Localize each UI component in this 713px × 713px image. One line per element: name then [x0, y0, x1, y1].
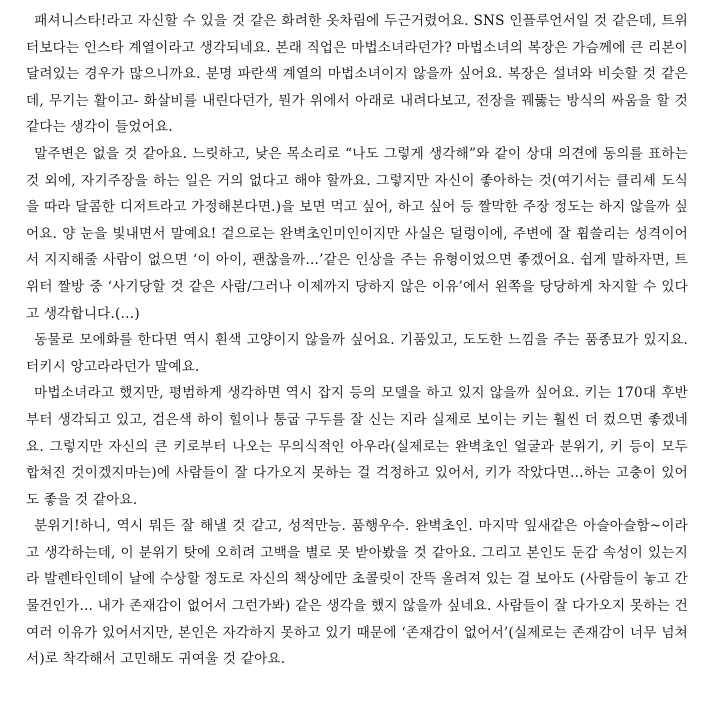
- paragraph-animal: 동물로 모에화를 한다면 역시 흰색 고양이지 않을까 싶어요. 기품있고, 도도한 느낌을 주는 품종묘가 있지요. 터키시 앙고라라던가 말예요.: [26, 332, 688, 375]
- paragraph-model: 마법소녀라고 했지만, 평범하게 생각하면 역시 잡지 등의 모델을 하고 있지 않을까 싶어요. 키는 170대 후반부터 생각되고 있고, 검은색 하이 힐이나 통굽 구두를 잘 신는 지라 실제로 보이는 키는 훨씬 더 컸으면 좋겠네요. 그렇지만 자신의 큰 키로부터 나오는 무의식적인 아우라(실제로는 완벽초인 얼굴과 분위기, 키 등이 모두 합쳐진 것이겠지마는)에 사람들이 잘 다가오지 못하는 걸 걱정하고 있어서, 키가 작았다면…하는 고충이 있어도 좋을 것 같아요.: [26, 385, 688, 508]
- paragraph-fashion: 패셔니스타!라고 자신할 수 있을 것 같은 화려한 옷차림에 두근거렸어요. SNS 인플루언서일 것 같은데, 트위터보다는 인스타 계열이라고 생각되네요. 본래 직업은 마법소녀라던가? 마법소녀의 복장은 가슴께에 큰 리본이 달려있는 경우가 많으니까요. 분명 파란색 계열의 마법소녀이지 않을까 싶어요. 복장은 설녀와 비슷할 것 같은데, 무기는 활이고- 화살비를 내린다던가, 뭔가 위에서 아래로 내려다보고, 전장을 꿰뚫는 방식의 싸움을 할 것 같다는 생각이 들었어요.: [26, 13, 688, 136]
- document-body: [26, 8, 688, 673]
- paragraph-speech: 말주변은 없을 것 같아요. 느릿하고, 낮은 목소리로 “나도 그렇게 생각해”와 같이 상대 의견에 동의를 표하는 것 외에, 자기주장을 하는 일은 거의 없다고 해야 할까요. 그렇지만 자신이 좋아하는 것(여기서는 클리셰 도식을 따라 달콤한 디저트라고 가정해본다면.)을 보면 먹고 싶어, 하고 싶어 등 짤막한 주장 정도는 하지 않을까 싶어요. 양 눈을 빛내면서 말예요! 겉으로는 완벽초인미인이지만 사실은 덜렁이에, 주변에 잘 휩쓸리는 성격이어서 지지해줄 사람이 없으면 ‘이 아이, 괜찮을까…’같은 인상을 주는 유형이었으면 좋겠어요. 쉽게 말하자면, 트위터 짤방 중 ‘사기당할 것 같은 사람/그러나 이제까지 당하지 않은 이유’에서 왼쪽을 당당하게 차지할 수 있다고 생각합니다.(…): [26, 145, 688, 322]
- paragraph-atmosphere: 분위기!하니, 역시 뭐든 잘 해낼 것 같고, 성적만능. 품행우수. 완벽초인. 마지막 잎새같은 아슬아슬함~이라고 생각하는데, 이 분위기 탓에 오히려 고백을 별로 못 받아봤을 것 같아요. 그리고 본인도 둔감 속성이 있는지라 발렌타인데이 날에 수상할 정도로 자신의 책상에만 초콜릿이 잔뜩 올려져 있는 걸 보아도 (사람들이 놓고 간 물건인가… 내가 존재감이 없어서 그런가봐) 같은 생각을 했지 않을까 싶네요. 사람들이 잘 다가오지 못하는 건 여러 이유가 있어서지만, 본인은 자각하지 못하고 있기 때문에 ‘존재감이 없어서’(실제로는 존재감이 너무 넘쳐서)로 착각해서 고민해도 귀여울 것 같아요.: [26, 518, 688, 668]
